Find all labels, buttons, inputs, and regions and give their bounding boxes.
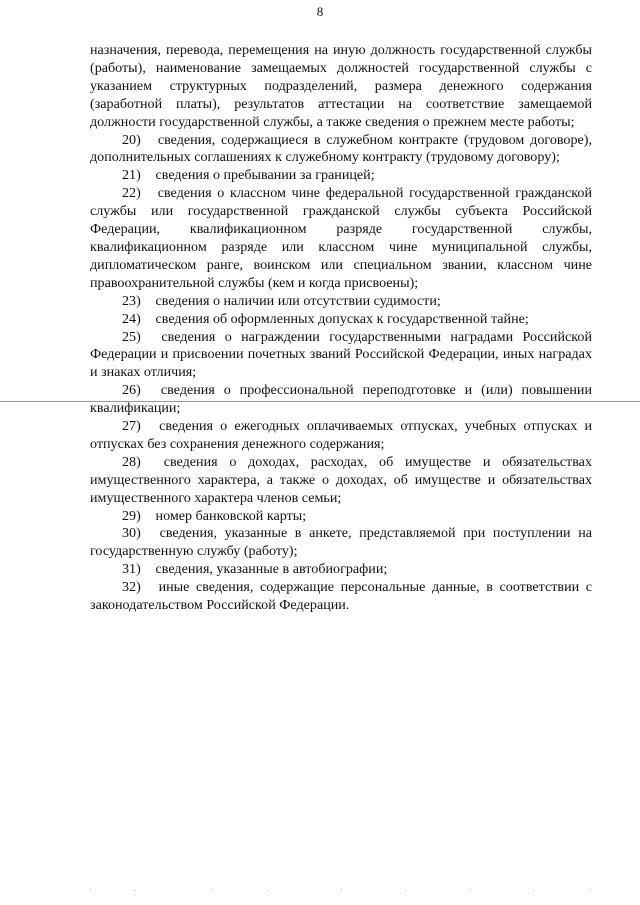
item-text: сведения о классном чине федеральной государственной гражданской службы или государственной гражданской службы субъекта Российской Федерации, квалификационном разряде государственной службы, квалификационном разряде или классном чине муниципальной службы, дипломатическом ранге, воинском или специальном звании, классном чине правоохранительной службы (кем и когда присвоены);: [90, 185, 592, 291]
page-number: 8: [316, 4, 324, 19]
list-item-30: [90, 525, 592, 561]
document-body: [90, 42, 592, 615]
list-item-22: [90, 185, 592, 292]
item-number: 26): [122, 382, 141, 399]
list-item-24: [90, 311, 592, 329]
item-number: 21): [122, 167, 141, 184]
list-item-21: [90, 167, 592, 185]
scan-specks: [0, 888, 640, 892]
list-item-28: [90, 454, 592, 508]
paragraph-text: назначения, перевода, перемещения на иную должность государственной службы (работы), наименование замещаемых должностей государственной службы с указанием структурных подразделений, размера денежного содержания (заработной платы), результатов аттестации на соответствие замещаемой должности государственной службы, а также сведения о прежнем месте работы;: [90, 42, 592, 130]
item-text: сведения, содержащиеся в служебном контракте (трудовом договоре), дополнительных соглашениях к служебному контракту (трудовому договору);: [90, 131, 592, 166]
item-text: сведения о ежегодных оплачиваемых отпусках, учебных отпусках и отпусках без сохранения денежного содержания;: [90, 418, 592, 452]
item-number: 29): [122, 507, 141, 524]
item-text: сведения, указанные в анкете, представляемой при поступлении на государственную службу (работу);: [90, 525, 592, 560]
list-item-29: [90, 508, 592, 526]
item-number: 27): [122, 418, 141, 435]
list-item-20: [90, 132, 592, 168]
item-number: 30): [122, 525, 141, 542]
list-item-25: [90, 329, 592, 383]
item-text: сведения о наличии или отсутствии судимости;: [155, 292, 441, 309]
list-item-32: [90, 579, 592, 615]
item-text: сведения о доходах, расходах, об имуществе и обязательствах имущественного характера, а также о доходах, об имуществе и обязательствах имущественного характера членов семьи;: [90, 453, 592, 506]
item-number: 31): [122, 561, 141, 578]
item-text: сведения о пребывании за границей;: [155, 167, 375, 184]
list-item-31: [90, 561, 592, 579]
item-text: сведения об оформленных допусках к государственной тайне;: [155, 310, 529, 327]
item-text: сведения, указанные в автобиографии;: [155, 561, 388, 578]
item-number: 22): [122, 185, 141, 202]
item-number: 23): [122, 292, 141, 309]
item-number: 32): [122, 579, 141, 596]
list-item-26: [90, 382, 592, 418]
list-item-27: [90, 418, 592, 454]
item-number: 25): [122, 328, 141, 345]
item-text: иные сведения, содержащие персональные данные, в соответствии с законодательством Российской Федерации.: [90, 579, 592, 614]
item-number: 24): [122, 310, 141, 327]
item-text: сведения о награждении государственными наградами Российской Федерации и присвоении почетных званий Российской Федерации, иных наградах и знаках отличия;: [90, 328, 592, 381]
paragraph-continuation: [90, 42, 592, 132]
item-number: 20): [122, 131, 141, 148]
item-text: номер банковской карты;: [155, 507, 307, 524]
list-item-23: [90, 293, 592, 311]
item-number: 28): [122, 453, 141, 470]
item-text: сведения о профессиональной переподготовке и (или) повышении квалификации;: [90, 382, 592, 417]
